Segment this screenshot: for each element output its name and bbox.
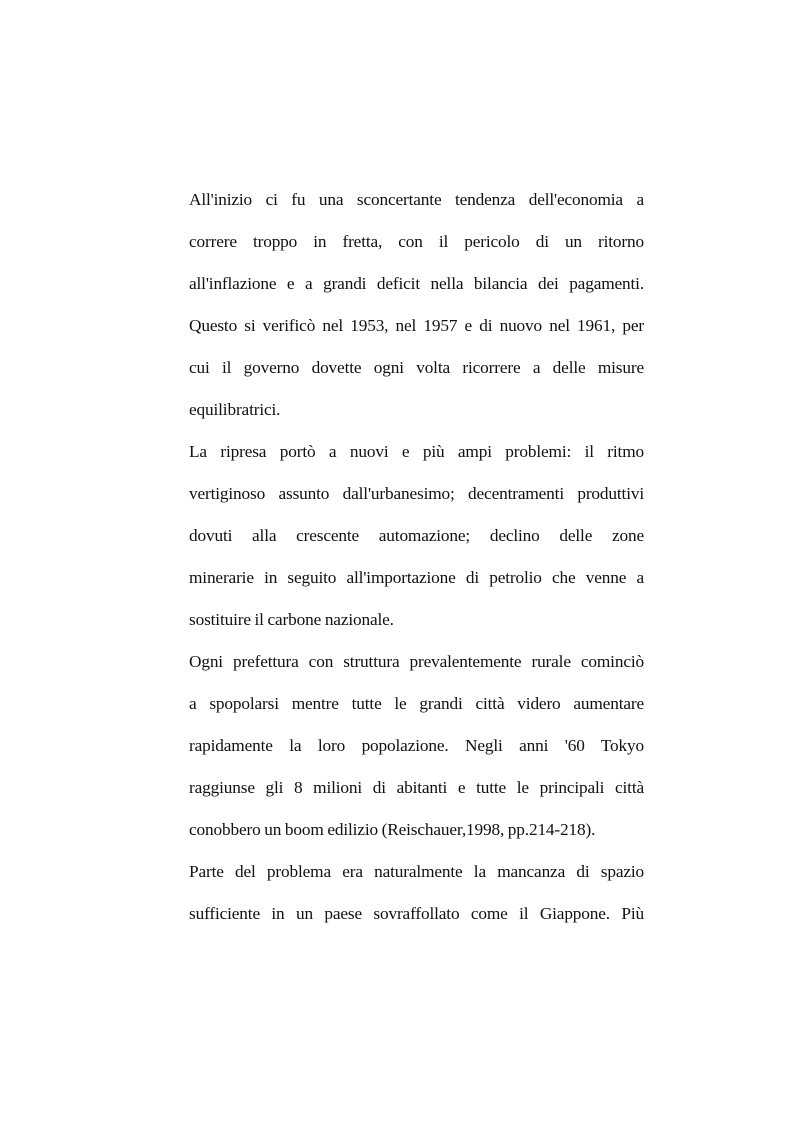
- text-line: Parte del problema era naturalmente la mancanza di spazio: [189, 862, 644, 881]
- text-line: rapidamente la loro popolazione. Negli anni '60 Tokyo: [189, 736, 644, 755]
- text-line: minerarie in seguito all'importazione di petrolio che venne a: [189, 568, 644, 587]
- text-line: sufficiente in un paese sovraffollato come il Giappone. Più: [189, 904, 644, 923]
- text-line: raggiunse gli 8 milioni di abitanti e tutte le principali città: [189, 778, 644, 797]
- text-line: All'inizio ci fu una sconcertante tendenza dell'economia a: [189, 190, 644, 209]
- text-line: dovuti alla crescente automazione; declino delle zone: [189, 526, 644, 545]
- text-line: La ripresa portò a nuovi e più ampi problemi: il ritmo: [189, 442, 644, 461]
- text-line: Questo si verificò nel 1953, nel 1957 e di nuovo nel 1961, per: [189, 316, 644, 335]
- text-line: Ogni prefettura con struttura prevalentemente rurale cominciò: [189, 652, 644, 671]
- text-line: vertiginoso assunto dall'urbanesimo; decentramenti produttivi: [189, 484, 644, 503]
- text-line: conobbero un boom edilizio (Reischauer,1998, pp.214-218).: [189, 820, 596, 839]
- text-line: equilibratrici.: [189, 400, 281, 419]
- text-line: all'inflazione e a grandi deficit nella bilancia dei pagamenti.: [189, 274, 644, 293]
- text-line: sostituire il carbone nazionale.: [189, 610, 394, 629]
- text-line: correre troppo in fretta, con il pericolo di un ritorno: [189, 232, 644, 251]
- text-line: a spopolarsi mentre tutte le grandi città videro aumentare: [189, 694, 644, 713]
- body-text: [189, 184, 644, 940]
- text-line: cui il governo dovette ogni volta ricorrere a delle misure: [189, 358, 644, 377]
